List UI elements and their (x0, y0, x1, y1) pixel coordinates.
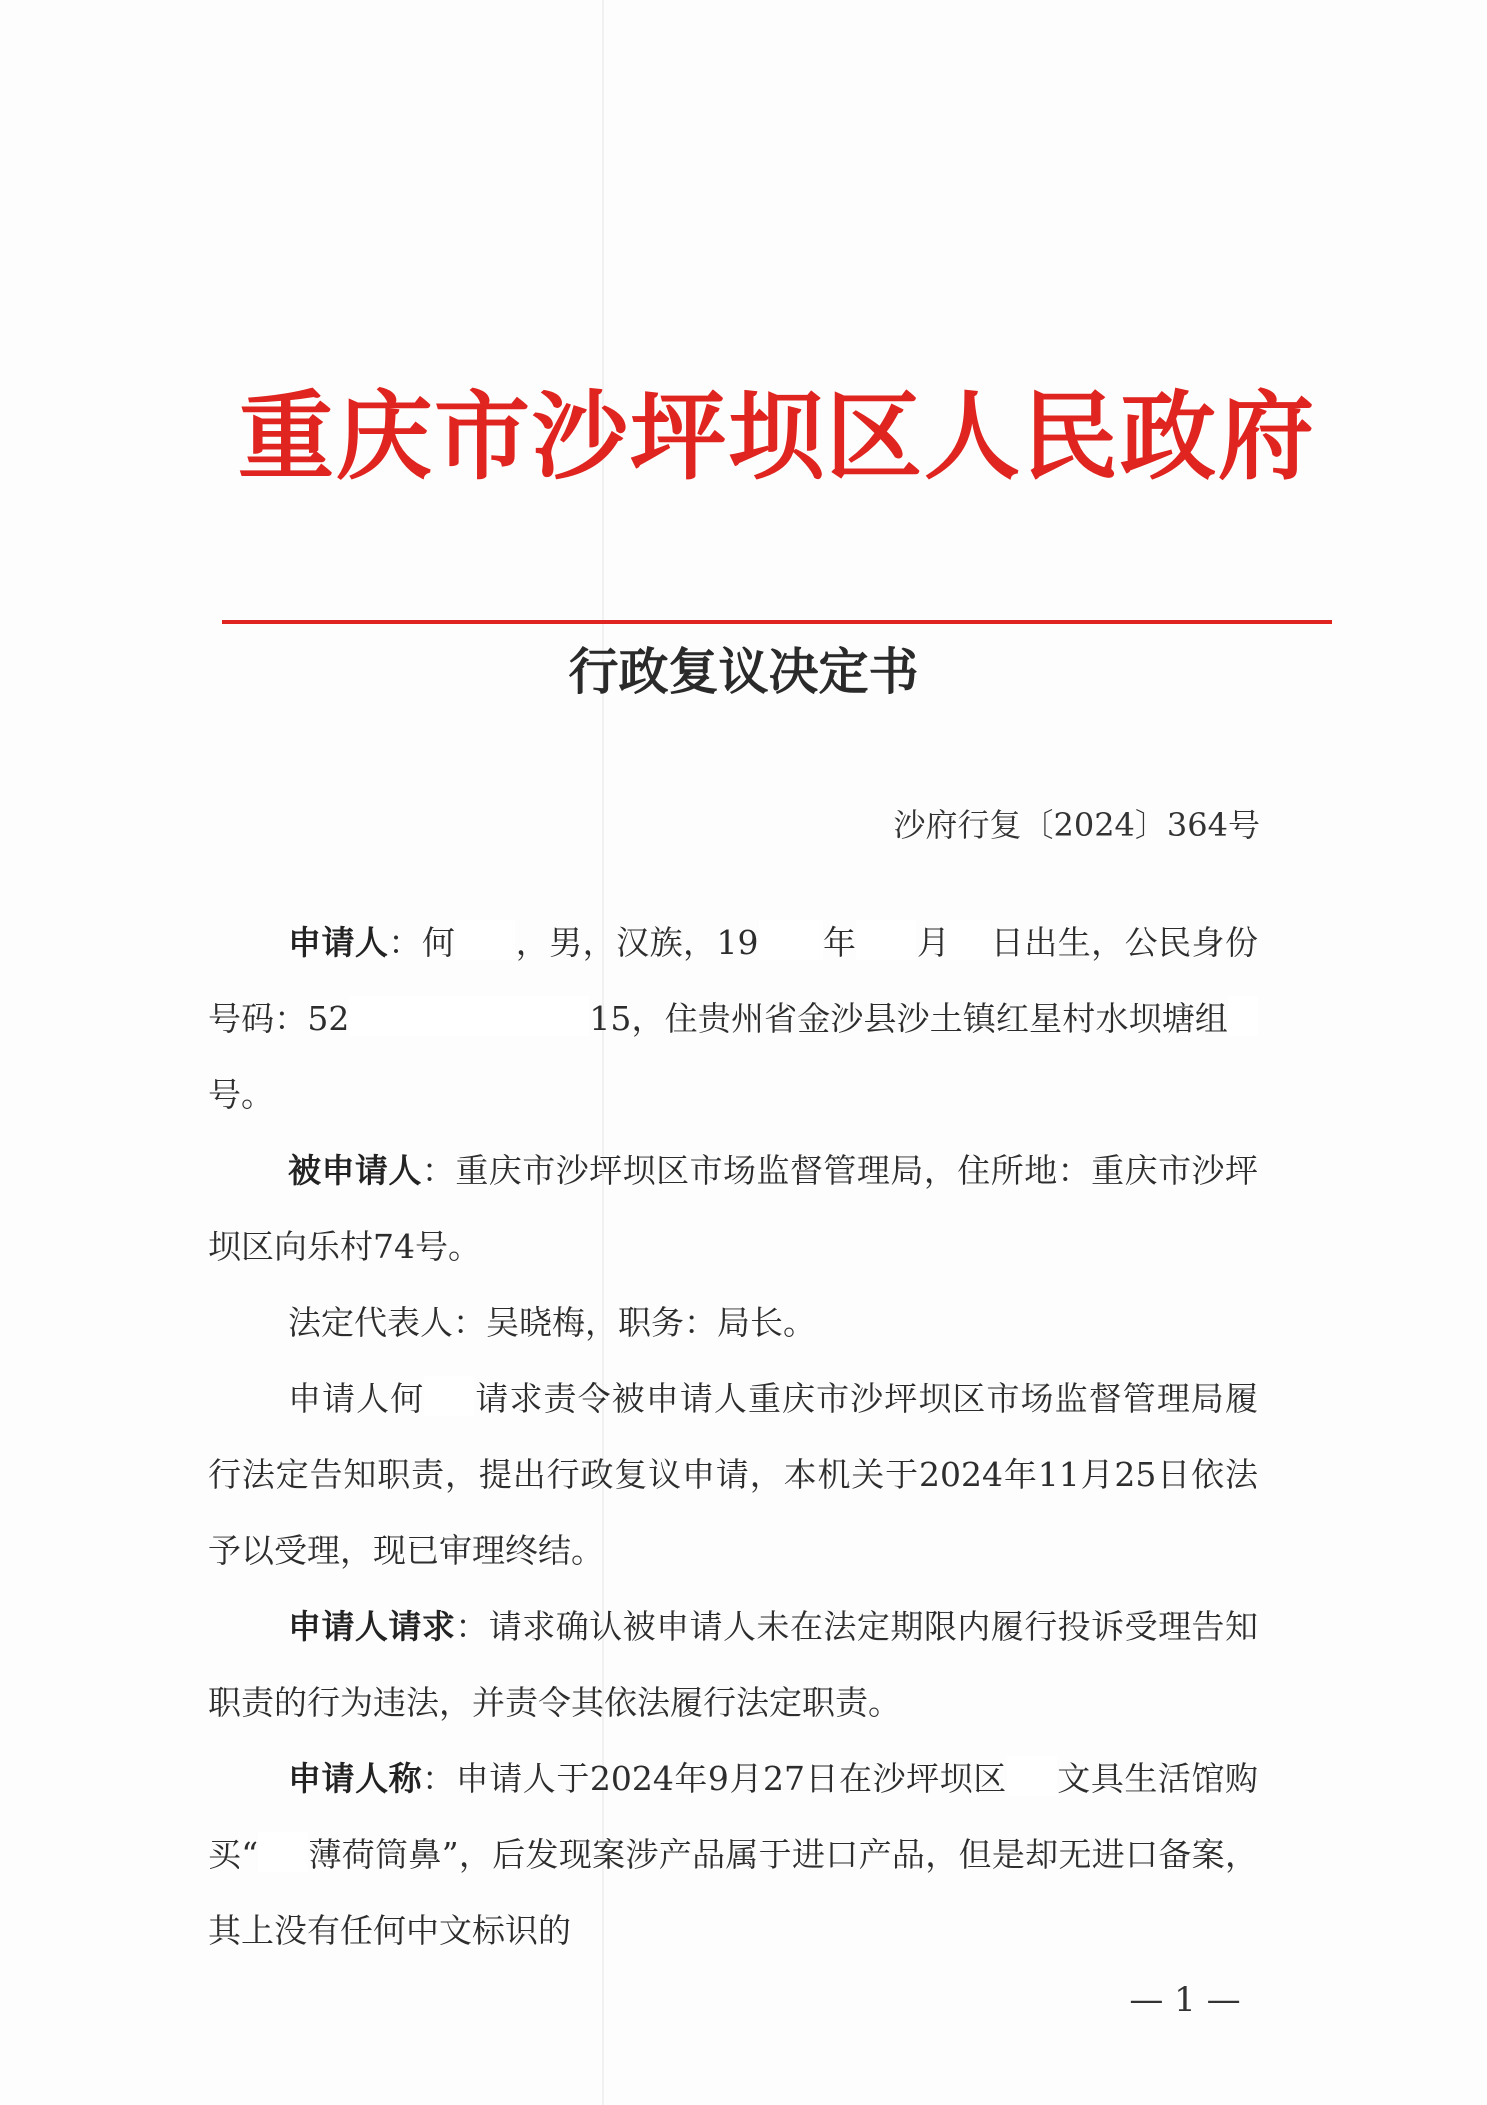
claim-text-3: 薄荷筒鼻”，后发现案涉产品属于进口产品，但是却无进口备案，其上没有任何中文标识的 (208, 1835, 1258, 1950)
applicant-text-2: ，男，汉族，19 (515, 923, 759, 962)
claim-text-1: ：申请人于2024年9月27日在沙坪坝区 (422, 1759, 1007, 1798)
issuer-header: 重庆市沙坪坝区人民政府 (238, 380, 1316, 493)
request-text: ：请求确认被申请人未在法定期限内履行投诉受理告知职责的行为违法，并责令其依法履行法定职责。 (208, 1607, 1259, 1722)
redaction-block (349, 996, 589, 1036)
applicant-text-3: 年 (822, 923, 857, 962)
applicant-text-7: 号。 (208, 1075, 274, 1114)
applicant-text-5: 日出生，公民身份号码：52 (208, 923, 1259, 1038)
case-intro-text-2: 请求责令被申请人重庆市沙坪坝区市场监督管理局履行法定告知职责，提出行政复议申请，本机关于2024年11月25日依法予以受理，现已审理终结。 (208, 1379, 1259, 1570)
redaction-block (856, 920, 916, 960)
document-title: 行政复议决定书 (568, 642, 919, 701)
redaction-block (424, 1376, 474, 1416)
redaction-block (258, 1832, 308, 1872)
request-paragraph (208, 1589, 1258, 1741)
respondent-label: 被申请人 (288, 1151, 422, 1190)
respondent-paragraph (208, 1133, 1258, 1285)
case-intro-paragraph (208, 1361, 1258, 1589)
representative-paragraph (208, 1285, 1258, 1361)
claim-label: 申请人称 (288, 1759, 423, 1798)
request-label: 申请人请求 (288, 1607, 456, 1646)
document-number: 沙府行复〔2024〕364号 (893, 806, 1260, 844)
redaction-block (455, 920, 515, 960)
applicant-text-1: ：何 (388, 923, 456, 962)
applicant-label: 申请人 (288, 923, 389, 962)
document-body (208, 905, 1258, 1969)
applicant-text-4: 月 (916, 923, 951, 962)
respondent-text: ：重庆市沙坪坝区市场监督管理局，住所地：重庆市沙坪坝区向乐村74号。 (208, 1151, 1259, 1266)
claim-paragraph (208, 1741, 1258, 1969)
red-divider-line (222, 620, 1332, 624)
case-intro-text-1: 申请人何 (288, 1379, 425, 1418)
applicant-text-6: 15，住贵州省金沙县沙土镇红星村水坝塘组 (589, 999, 1228, 1038)
redaction-block (1007, 1756, 1057, 1796)
redaction-block (950, 920, 990, 960)
representative-text: 法定代表人：吴晓梅，职务：局长。 (288, 1303, 816, 1342)
applicant-paragraph (208, 905, 1258, 1133)
claim-text-2: 文具生活馆购买“ (208, 1759, 1258, 1874)
page-number: — 1 — (1129, 1980, 1241, 2020)
redaction-block (1228, 996, 1258, 1036)
redaction-block (759, 920, 823, 960)
